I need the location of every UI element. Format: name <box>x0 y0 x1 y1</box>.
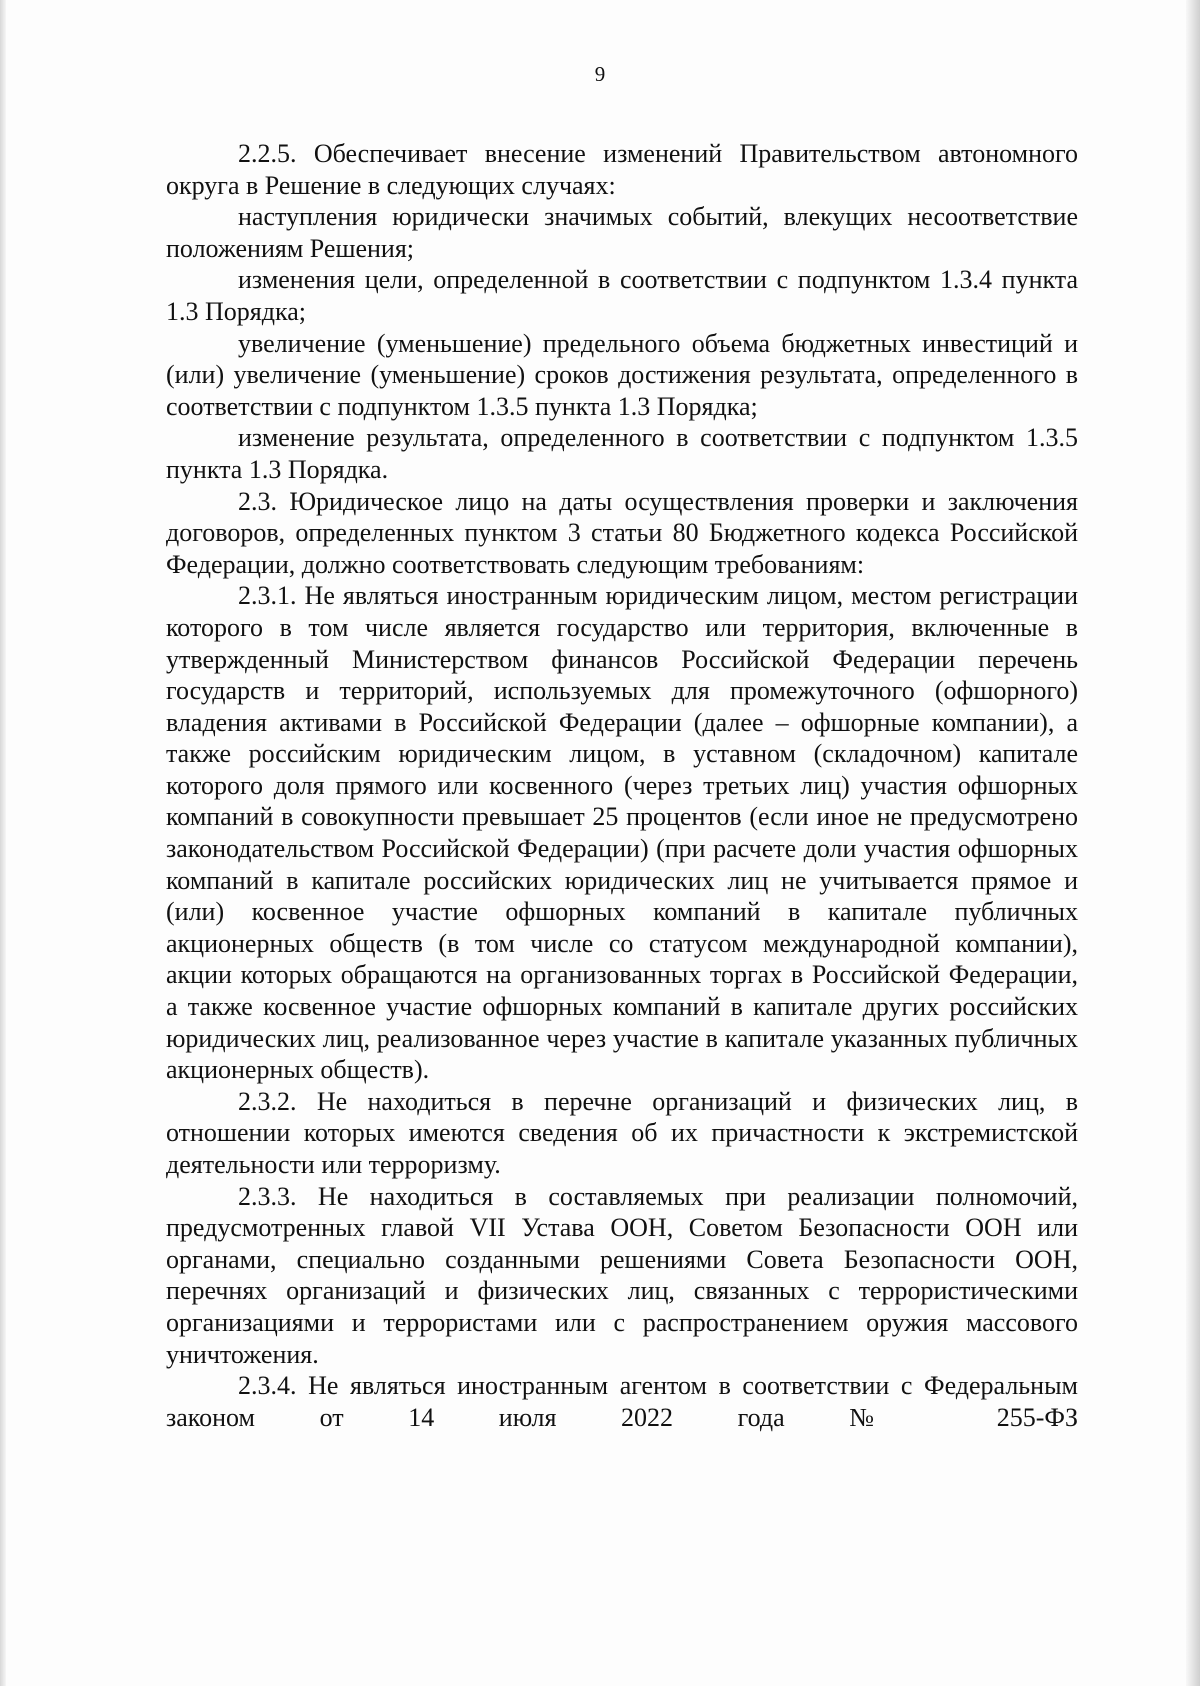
paragraph-2-2-5: 2.2.5. Обеспечивает внесение изменений Правительством автономного округа в Решение в следующих случаях: <box>166 139 1078 200</box>
paragraph-2-3-4: 2.3.4. Не являться иностранным агентом в соответствии с Федеральным законом от 14 июля 2022 года № 255-ФЗ <box>166 1371 1078 1432</box>
page-number: 9 <box>594 62 606 86</box>
paragraph-2-3-3: 2.3.3. Не находиться в составляемых при реализации полномочий, предусмотренных главой VII Устава ООН, Советом Безопасности ООН или органами, специально созданными решениями Совета Безопасности ООН, перечнях организаций и физических лиц, связанных с террористическими организациями и террористами или с распространением оружия массового уничтожения. <box>166 1181 1078 1369</box>
paragraph-case-result-change: изменение результата, определенного в соответствии с подпунктом 1.3.5 пункта 1.3 Порядка. <box>166 423 1078 484</box>
paragraph-case-legal-events: наступления юридически значимых событий, влекущих несоответствие положениям Решения; <box>166 202 1078 263</box>
paragraph-2-3-1: 2.3.1. Не являться иностранным юридическим лицом, местом регистрации которого в том числе является государство или территория, включенные в утвержденный Министерством финансов Российской Федерации перечень государств и территорий, используемых для промежуточного (офшорного) владения активами в Российской Федерации (далее – офшорные компании), а также российским юридическим лицом, в уставном (складочном) капитале которого доля прямого или косвенного (через третьих лиц) участия офшорных компаний в совокупности превышает 25 процентов (если иное не предусмотрено законодательством Российской Федерации) (при расчете доли участия офшорных компаний в капитале российских юридических лиц не учитывается прямое и (или) косвенное участие офшорных компаний в капитале публичных акционерных обществ (в том числе со статусом международной компании), акции которых обращаются на организованных торгах в Российской Федерации, а также косвенное участие офшорных компаний в капитале других российских юридических лиц, реализованное через участие в капитале указанных публичных акционерных обществ). <box>166 581 1078 1085</box>
scan-edge-right <box>1186 0 1200 1686</box>
paragraph-case-goal-change: изменения цели, определенной в соответствии с подпунктом 1.3.4 пункта 1.3 Порядка; <box>166 265 1078 326</box>
paragraph-case-investment-change: увеличение (уменьшение) предельного объема бюджетных инвестиций и (или) увеличение (уменьшение) сроков достижения результата, определенного в соответствии с подпунктом 1.3.5 пункта 1.3 Порядка; <box>166 328 1078 421</box>
body-text <box>166 138 1078 1433</box>
scan-edge-left <box>0 0 6 1686</box>
paragraph-2-3: 2.3. Юридическое лицо на даты осуществления проверки и заключения договоров, определенных пунктом 3 статьи 80 Бюджетного кодекса Российской Федерации, должно соответствовать следующим требованиям: <box>166 486 1078 579</box>
paragraph-2-3-2: 2.3.2. Не находиться в перечне организаций и физических лиц, в отношении которых имеются сведения об их причастности к экстремистской деятельности или терроризму. <box>166 1086 1078 1179</box>
